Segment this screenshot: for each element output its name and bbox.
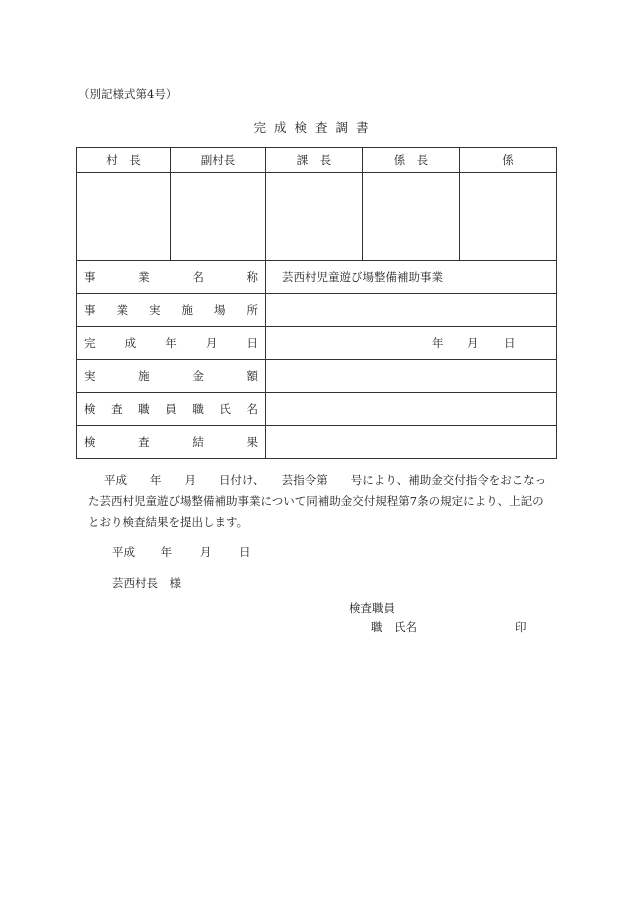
inspection-table: [76, 147, 557, 459]
approval-header-section-chief: 課 長: [266, 148, 363, 173]
value-project-location[interactable]: [266, 294, 557, 327]
label-completion-date: 完成年月日: [77, 327, 266, 360]
label-inspector: 検査職員職氏名: [77, 393, 266, 426]
completion-day-unit: 日: [504, 336, 516, 350]
approval-header-village-head: 村 長: [77, 148, 171, 173]
approval-header-row: [77, 148, 557, 173]
submission-paragraph: [88, 470, 554, 533]
row-inspector: [77, 393, 557, 426]
approval-stamp-row: [77, 173, 557, 261]
stamp-box-deputy-head[interactable]: [171, 173, 266, 261]
label-project-location: 事業実施場所: [77, 294, 266, 327]
completion-year-unit: 年: [432, 336, 444, 350]
report-date-day: 日: [238, 545, 251, 559]
approval-header-deputy-head: 副村長: [171, 148, 266, 173]
report-date: [112, 544, 250, 560]
report-date-month: 月: [199, 545, 212, 559]
row-project-location: [77, 294, 557, 327]
stamp-box-staff[interactable]: [460, 173, 557, 261]
submission-text: 平成 年 月 日付け、 芸指令第 号により、補助金交付指令をおこなった芸西村児童遊び場整備補助事業について同補助金交付規程第7条の規定により、上記のとおり検査結果を提出します。: [88, 473, 547, 529]
addressee: 芸西村長 様: [112, 576, 181, 590]
row-amount: [77, 360, 557, 393]
report-date-year: 年: [160, 545, 173, 559]
approval-header-staff: 係: [460, 148, 557, 173]
approval-header-subsection-chief: 係 長: [363, 148, 460, 173]
value-completion-date[interactable]: [266, 327, 557, 360]
value-result[interactable]: [266, 426, 557, 459]
label-amount: 実施金額: [77, 360, 266, 393]
stamp-box-village-head[interactable]: [77, 173, 171, 261]
stamp-box-subsection-chief[interactable]: [363, 173, 460, 261]
seal-mark: 印: [515, 620, 527, 634]
value-inspector[interactable]: [266, 393, 557, 426]
row-completion-date: [77, 327, 557, 360]
document-title: 完成検査調書: [253, 120, 377, 135]
report-date-era: 平成: [112, 545, 135, 559]
form-number-label: （別記様式第4号）: [78, 87, 178, 101]
completion-month-unit: 月: [467, 336, 479, 350]
inspector-label: 検査職員: [349, 601, 395, 615]
value-amount[interactable]: [266, 360, 557, 393]
inspector-name-label: 職 氏名: [371, 620, 417, 634]
row-result: [77, 426, 557, 459]
value-project-name[interactable]: 芸西村児童遊び場整備補助事業: [266, 261, 557, 294]
row-project-name: [77, 261, 557, 294]
label-project-name: 事業名称: [77, 261, 266, 294]
stamp-box-section-chief[interactable]: [266, 173, 363, 261]
label-result: 検査結果: [77, 426, 266, 459]
